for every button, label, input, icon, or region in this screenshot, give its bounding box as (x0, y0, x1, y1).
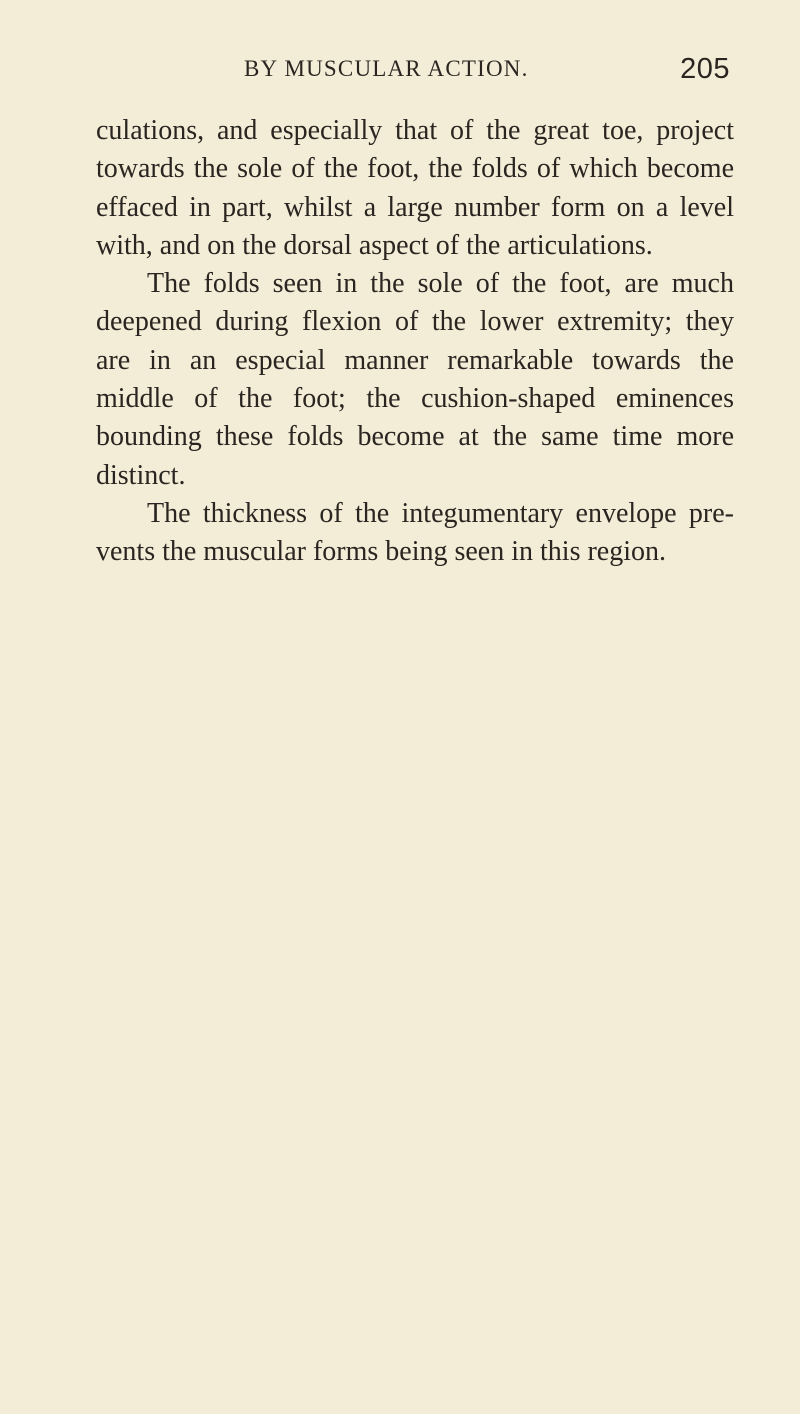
text-line: middle of the foot; the cushion-shaped eminences (96, 383, 734, 415)
text-line: with, and on the dorsal aspect of the articulations. (96, 229, 653, 261)
running-head (244, 52, 730, 86)
text-line: vents the muscular forms being seen in this region. (96, 536, 666, 568)
text-line: bounding these folds become at the same time more (96, 421, 734, 453)
page-number: 205 (680, 53, 730, 85)
text-line: distinct. (96, 459, 186, 491)
paragraph-first-line: The thickness of the integumentary envelope pre- (147, 497, 734, 529)
body-text (96, 112, 734, 572)
text-line: culations, and especially that of the great toe, project (96, 115, 734, 146)
text-line: towards the sole of the foot, the folds of which become (96, 153, 734, 185)
text-line: are in an especial manner remarkable towards the (96, 344, 734, 376)
paragraph-first-line: The folds seen in the sole of the foot, are much (147, 268, 734, 300)
text-line: deepened during flexion of the lower extremity; they (96, 306, 734, 338)
text-line: effaced in part, whilst a large number form on a level (96, 191, 734, 223)
running-title: BY MUSCULAR ACTION. (244, 56, 529, 81)
